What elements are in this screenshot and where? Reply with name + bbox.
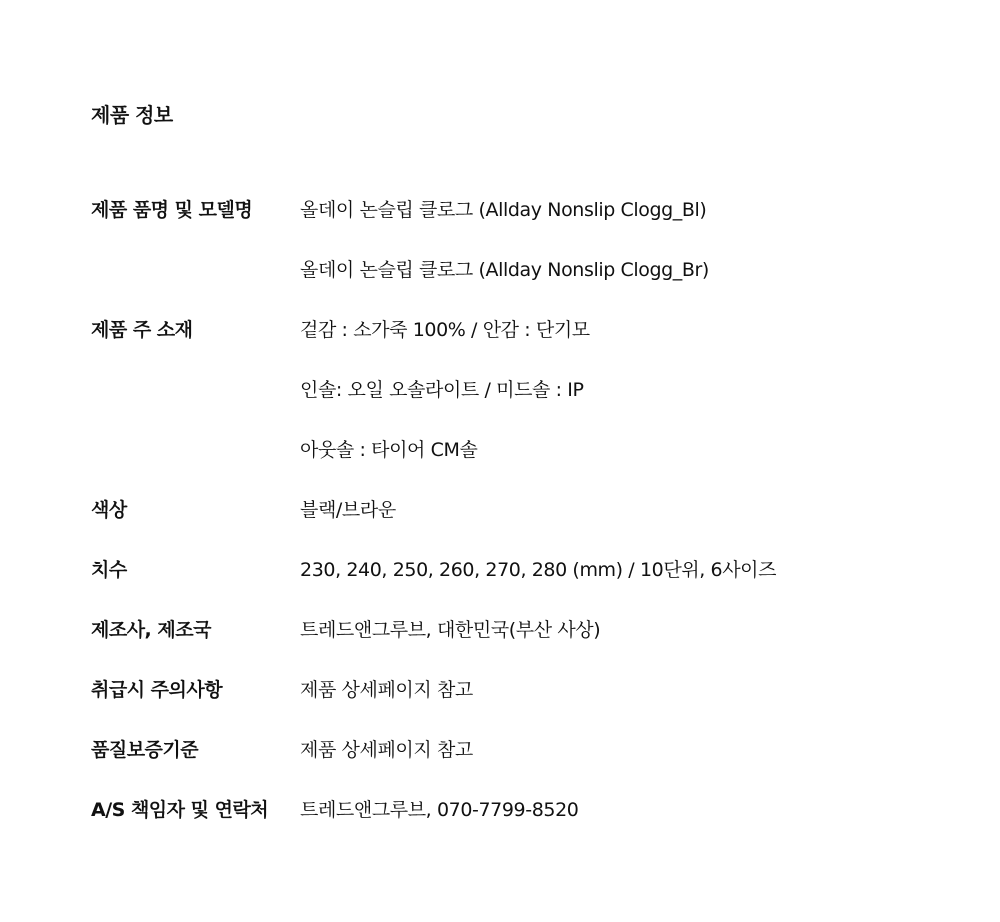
row-care-notes — [91, 674, 951, 734]
row-product-name-model — [91, 194, 951, 314]
label-product-name-model: 제품 품명 및 모델명 — [91, 199, 253, 221]
values-manufacturer — [300, 614, 951, 674]
row-size — [91, 554, 951, 614]
row-quality-warranty — [91, 734, 951, 794]
row-as-contact — [91, 794, 951, 854]
value-text: 트레드앤그루브, 대한민국(부산 사상) — [300, 619, 601, 641]
label-manufacturer: 제조사, 제조국 — [91, 619, 211, 641]
value-text: 아웃솔 : 타이어 CM솔 — [300, 439, 478, 461]
row-color — [91, 494, 951, 554]
values-color — [300, 494, 951, 554]
value-text: 올데이 논슬립 클로그 (Allday Nonslip Clogg_Bl) — [300, 199, 707, 221]
product-info-table — [91, 194, 951, 854]
values-quality-warranty — [300, 734, 951, 794]
label-size: 치수 — [91, 559, 127, 581]
value-text: 겉감 : 소가죽 100% / 안감 : 단기모 — [300, 319, 590, 341]
label-care-notes: 취급시 주의사항 — [91, 679, 223, 701]
label-quality-warranty: 품질보증기준 — [91, 739, 199, 761]
values-as-contact — [300, 794, 951, 854]
value-text: 230, 240, 250, 260, 270, 280 (mm) / 10단위, 6사이즈 — [300, 559, 777, 581]
value-text: 트레드앤그루브, 070-7799-8520 — [300, 799, 579, 821]
value-text: 인솔: 오일 오솔라이트 / 미드솔 : IP — [300, 379, 584, 401]
label-main-material: 제품 주 소재 — [91, 319, 193, 341]
product-info-title: 제품 정보 — [91, 103, 173, 127]
label-color: 색상 — [91, 499, 127, 521]
values-care-notes — [300, 674, 951, 734]
values-main-material — [300, 314, 951, 494]
values-product-name-model — [300, 194, 951, 314]
label-as-contact: A/S 책임자 및 연락처 — [91, 799, 269, 821]
row-main-material — [91, 314, 951, 494]
row-manufacturer — [91, 614, 951, 674]
values-size — [300, 554, 951, 614]
value-text: 제품 상세페이지 참고 — [300, 679, 473, 701]
value-text: 제품 상세페이지 참고 — [300, 739, 473, 761]
value-text: 올데이 논슬립 클로그 (Allday Nonslip Clogg_Br) — [300, 259, 709, 281]
value-text: 블랙/브라운 — [300, 499, 396, 521]
